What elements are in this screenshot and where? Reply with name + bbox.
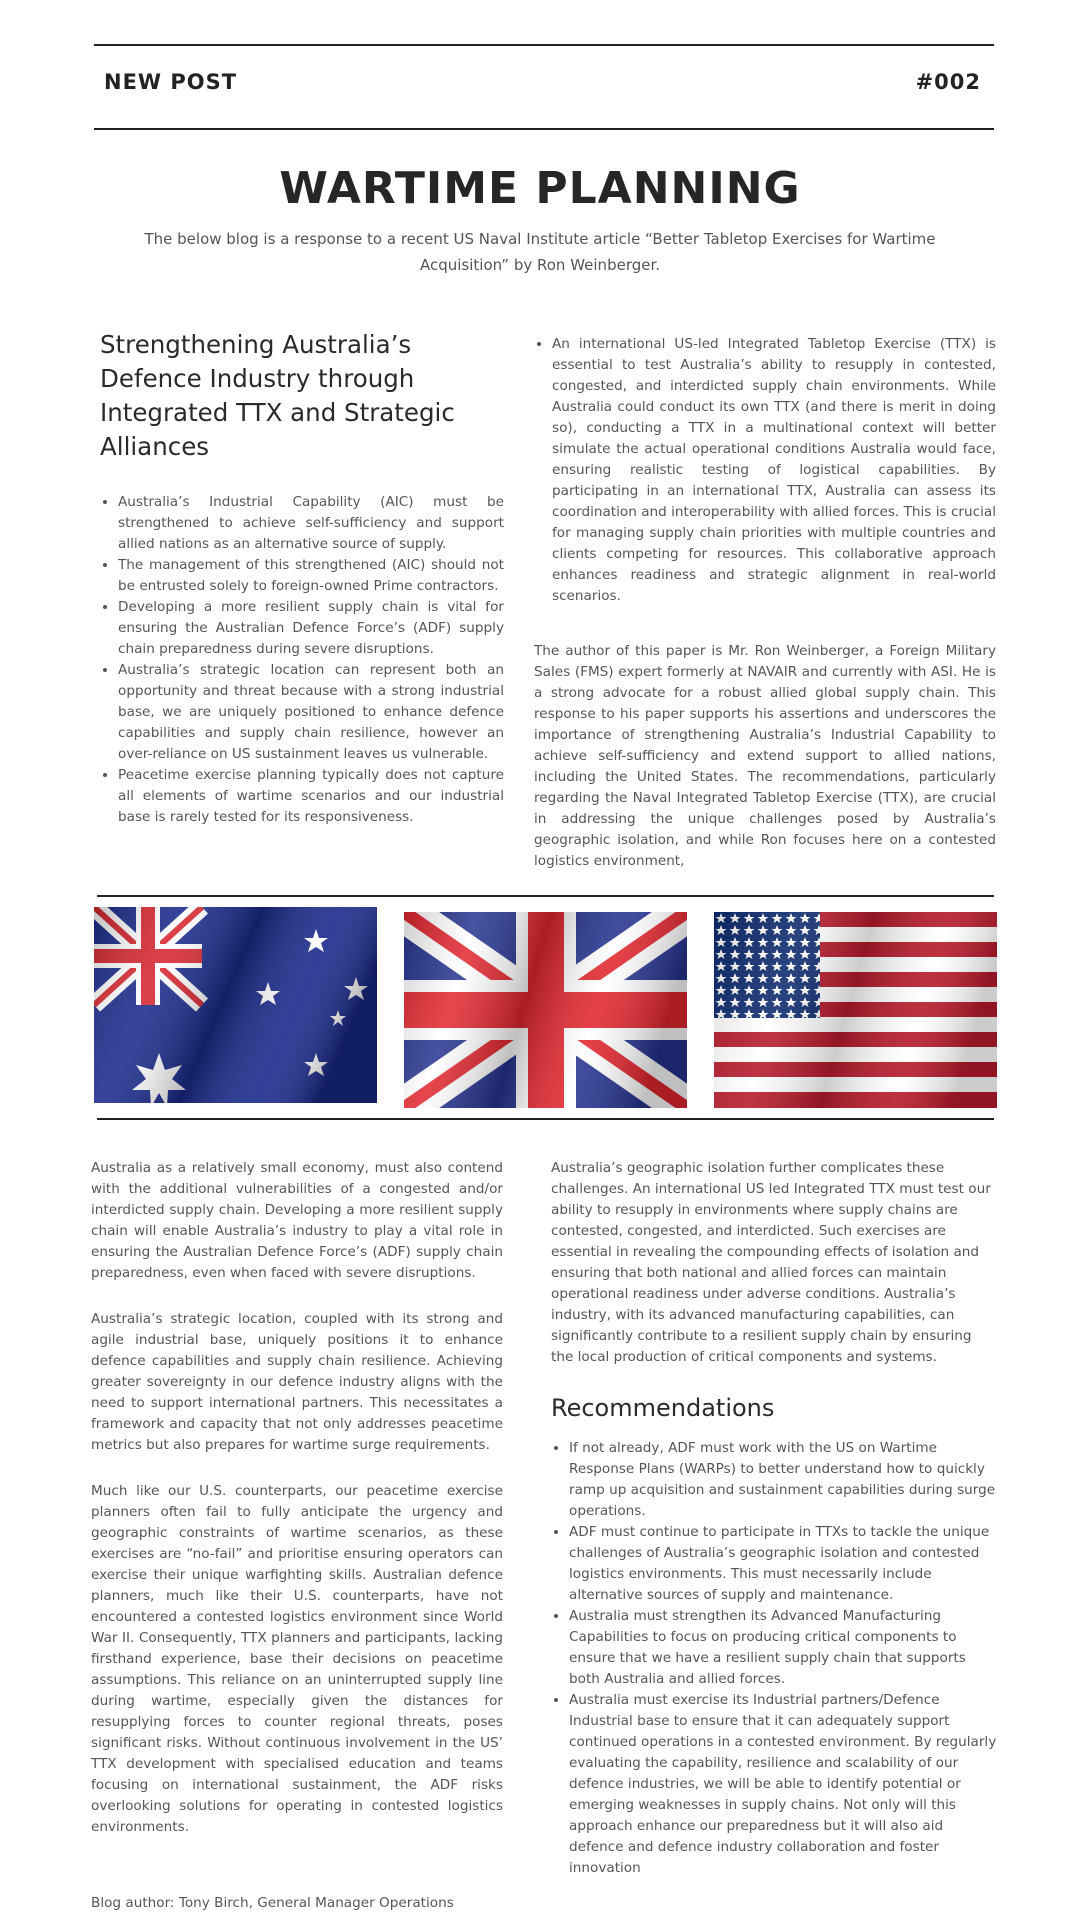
flags-top-rule [97, 895, 994, 897]
header-bottom-rule [94, 128, 994, 130]
australia-flag [94, 907, 377, 1103]
right-column-bottom [551, 1158, 997, 1879]
new-post-label: NEW POST [104, 70, 238, 94]
usa-flag-image [714, 912, 997, 1108]
paragraph: Much like our U.S. counterparts, our peacetime exercise planners often fail to fully anticipate the urgency and geographic constraints of wartime scenarios, as these exercises are “no-fail” and prioritise ensuring operators can exercise their unique warfighting skills. Australian defence planners, much like their U.S. counterparts, have not encountered a contested logistics environment since World War II. Consequently, TTX planners and participants, lacking firsthand experience, base their decisions on peacetime assumptions. This reliance on an uninterrupted supply line during wartime, especially given the distances for resupplying forces to counter regional threats, poses significant risks. Without continuous involvement in the US’ TTX development with specialised education and teams focusing on international sustainment, the ADF risks overlooking solutions for operating in contested logistics environments. [91, 1483, 503, 1835]
author-paragraph: The author of this paper is Mr. Ron Weinberger, a Foreign Military Sales (FMS) expert formerly at NAVAIR and currently with ASI. He is a strong advocate for a robust allied global supply chain. This response to his paper supports his assertions and underscores the importance of strengthening Australia’s Industrial Capability to achieve self-sufficiency and extend support to allied nations, including the United States. The recommendations, particularly regarding the Naval Integrated Tabletop Exercise (TTX), are crucial in addressing the unique challenges posed by Australia’s geographic isolation, and while Ron focuses here on a contested logistics environment, [534, 643, 996, 869]
list-item: • Peacetime exercise planning typically does not capture all elements of wartime scenarios and our industrial base is rarely tested for its responsiveness. [118, 765, 504, 828]
recommendations-list [551, 1438, 997, 1879]
left-column-top [100, 328, 504, 828]
list-item: • Australia’s Industrial Capability (AIC) must be strengthened to achieve self-sufficiency and support allied nations as an alternative source of supply. [118, 492, 504, 555]
page-title: WARTIME PLANNING [279, 163, 801, 214]
australia-flag-image [94, 907, 377, 1103]
right-column-top [534, 334, 996, 872]
paragraph: Australia’s strategic location, coupled with its strong and agile industrial base, uniquely positions it to enhance defence capabilities and supply chain resilience. Achieving greater sovereignty in our defence industry aligns with the need to support international partners. This necessitates a framework and capacity that not only addresses peacetime metrics but also prepares for wartime surge requirements. [91, 1311, 503, 1453]
list-item: • The management of this strengthened (AIC) should not be entrusted solely to foreign-owned Prime contractors. [118, 555, 504, 597]
page-subtitle: The below blog is a response to a recent US Naval Institute article “Better Tabletop Exercises for Wartime Acquisition” by Ron Weinberger. [144, 230, 936, 274]
section-heading: Strengthening Australia’s Defence Industry through Integrated TTX and Strategic Alliances [100, 330, 455, 461]
list-item: • Australia must exercise its Industrial partners/Defence Industrial base to ensure that it can adequately support continued operations in a contested environment. By regularly evaluating the capability, resilience and scalability of our defence industries, we will be able to identify potential or emerging weaknesses in supply chains. Not only will this approach enhance our preparedness but it will also aid defence and defence industry collaboration and foster innovation [569, 1690, 997, 1879]
paragraph: Australia’s geographic isolation further complicates these challenges. An international US led Integrated TTX must test our ability to resupply in environments where supply chains are contested, congested, and interdicted. Such exercises are essential in revealing the compounding effects of isolation and ensuring that both national and allied forces can maintain operational readiness under adverse conditions. Australia’s industry, with its advanced manufacturing capabilities, can significantly contribute to a resilient supply chain by ensuring the local production of critical components and systems. [551, 1160, 991, 1365]
list-item: • Australia must strengthen its Advanced Manufacturing Capabilities to focus on producing critical components to ensure that we have a resilient supply chain that supports both Australia and allied forces. [569, 1606, 997, 1690]
recommendations-heading: Recommendations [551, 1394, 775, 1422]
left-column-bottom [91, 1158, 503, 1838]
top-rule [94, 44, 994, 46]
flags-bottom-rule [97, 1118, 994, 1120]
union-jack-flag [404, 912, 687, 1108]
key-points-list [100, 492, 504, 828]
list-item: • ADF must continue to participate in TTXs to tackle the unique challenges of Australia’s geographic isolation and contested logistics environments. This must necessarily include alternative sources of supply and maintenance. [569, 1522, 997, 1606]
list-item: • If not already, ADF must work with the US on Wartime Response Plans (WARPs) to better understand how to quickly ramp up acquisition and sustainment capabilities during surge operations. [569, 1438, 997, 1522]
paragraph: Australia as a relatively small economy, must also contend with the additional vulnerabilities of a congested and/or interdicted supply chain. Developing a more resilient supply chain will enable Australia’s industry to play a vital role in ensuring the Australian Defence Force’s (ADF) supply chain preparedness, even when faced with severe disruptions. [91, 1160, 503, 1281]
union-jack-flag-image [404, 912, 687, 1108]
ttx-list [534, 334, 996, 607]
list-item: • Developing a more resilient supply chain is vital for ensuring the Australian Defence Force’s (ADF) supply chain preparedness during severe disruptions. [118, 597, 504, 660]
list-item: • An international US-led Integrated Tabletop Exercise (TTX) is essential to test Australia’s ability to resupply in contested, congested, and interdicted supply chain environments. While Australia could conduct its own TTX (and there is merit in doing so), conducting a TTX in a multinational context will better simulate the actual operational conditions Australia would face, ensuring realistic testing of logistical capabilities. By participating in an international TTX, Australia can assess its coordination and interoperability with allied forces. This is crucial for managing supply chain priorities with multiple countries and clients competing for resources. This collaborative approach enhances readiness and strategic alignment in real-world scenarios. [552, 334, 996, 607]
blog-author: Blog author: Tony Birch, General Manager Operations [91, 1895, 454, 1911]
usa-flag [714, 912, 997, 1108]
list-item: • Australia’s strategic location can represent both an opportunity and threat because with a strong industrial base, we are uniquely positioned to enhance defence capabilities and supply chain resilience, however an over-reliance on US sustainment leaves us vulnerable. [118, 660, 504, 765]
post-number-label: #002 [915, 70, 981, 94]
